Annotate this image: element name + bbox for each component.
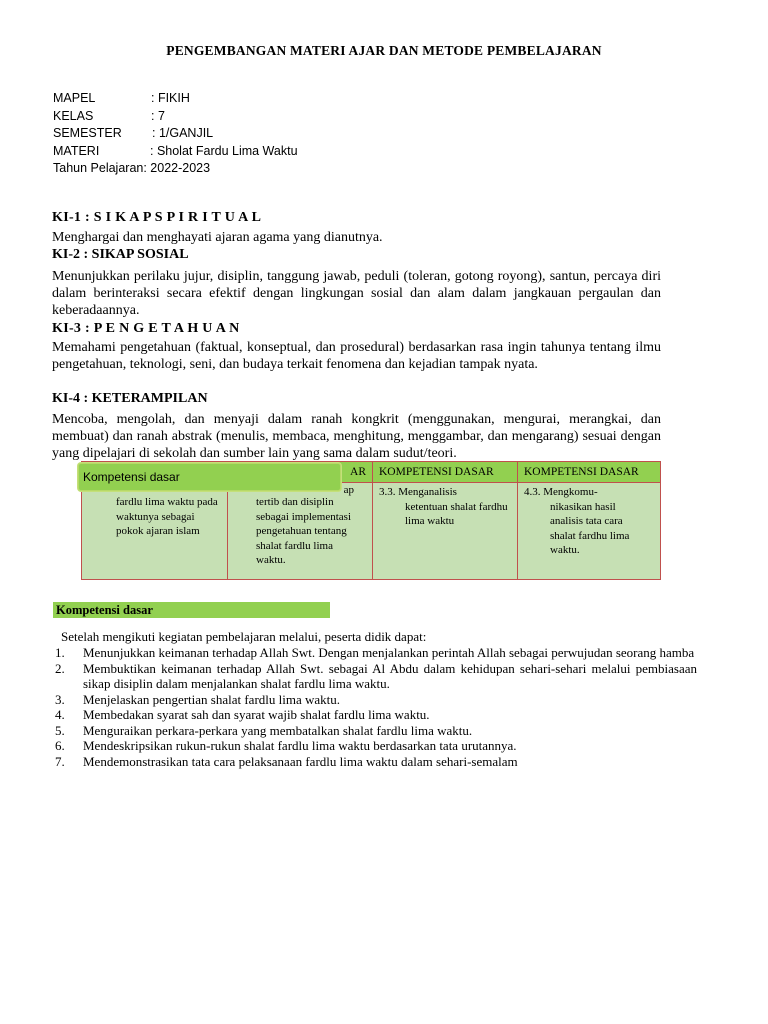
meta-value: : 2022-2023 <box>143 161 211 175</box>
ki4-heading: KI-4 : KETERAMPILAN <box>52 391 208 406</box>
cell-text: ketentuan shalat fardhu lima waktu <box>405 500 508 527</box>
cell-rest-wrap <box>522 500 656 558</box>
meta-value: : Sholat Fardu Lima Waktu <box>150 143 298 158</box>
table-cell <box>373 483 518 580</box>
meta-row-semester <box>53 125 298 143</box>
meta-value: : 1/GANJIL <box>152 126 214 140</box>
table-cell <box>518 483 661 580</box>
meta-key: Tahun Pelajaran <box>53 161 144 175</box>
meta-row-materi <box>53 143 298 161</box>
table-header-cell: KOMPETENSI DASAR <box>373 462 518 483</box>
kompetensi-dasar-overlay-box[interactable]: Kompetensi dasar <box>78 463 341 491</box>
list-text: Mendemonstrasikan tata cara pelaksanaan fardlu lima waktu dalam sehari-semalam <box>83 753 518 769</box>
cell-text: tertib dan disiplin sebagai implementasi pengetahuan tentang shalat fardlu lima waktu. <box>256 496 351 566</box>
ki3-heading: KI-3 : P E N G E T A H U A N <box>52 321 240 336</box>
table-row <box>82 483 661 580</box>
list-text: Menunjukkan keimanan terhadap Allah Swt. Dengan menjalankan perintah Allah sebagai perwujudan seorang hamba <box>83 645 695 660</box>
list-item <box>55 645 697 661</box>
cell-num: 4.3. Mengkomu- <box>524 486 598 498</box>
table-cell <box>82 483 228 580</box>
list-text: Menjelaskan pengertian shalat fardlu lima waktu. <box>83 691 341 707</box>
meta-key: SEMESTER <box>53 126 122 140</box>
list-number: 1. <box>55 645 65 660</box>
table-header-cell: AR <box>228 462 373 483</box>
meta-row-tahun <box>53 160 298 178</box>
cell-rest-wrap <box>377 500 513 529</box>
kompetensi-dasar-heading: Kompetensi dasar <box>53 602 330 618</box>
list-item <box>55 692 697 708</box>
meta-value: : 7 <box>151 108 165 123</box>
list-item <box>55 661 697 692</box>
meta-row-mapel <box>53 90 298 108</box>
cell-num: 3.3. Menganalisis <box>379 486 457 498</box>
list-text: Menguraikan perkara-perkara yang membatalkan shalat fardlu lima waktu. <box>83 722 473 738</box>
list-text: Membuktikan keimanan terhadap Allah Swt. sebagai Al Abdu dalam kehidupan sehari-sehari melalui pembiasaan sikap disiplin dalam menjalankan shalat fardlu lima waktu. <box>83 660 697 691</box>
list-item <box>55 754 697 770</box>
ki2-text: Menunjukkan perilaku jujur, disiplin, tanggung jawab, peduli (toleran, gotong royong), santun, percaya diri dalam berinteraksi secara efektif dengan lingkungan sosial dan alam dalam jangkauan pergaulan dan keberadaannya. <box>52 269 661 318</box>
learning-goals-list <box>55 645 697 769</box>
ki4-text: Mencoba, mengolah, dan menyaji dalam ranah kongkrit (menggunakan, mengurai, merangkai, dan membuat) dan ranah abstrak (menulis, membaca, menghitung, menggambar, dan mengarang) sesuai dengan yang dipelajari di sekolah dan sumber lain yang sama dalam sudut/teori. <box>52 412 661 461</box>
list-number: 7. <box>55 753 65 769</box>
cell-fragment: ap <box>343 484 354 496</box>
ki3-text: Memahami pengetahuan (faktual, konseptual, dan prosedural) berdasarkan rasa ingin tahunya tentang ilmu pengetahuan, teknologi, seni, dan budaya terkait fenomena dan kejadian tampak nyata. <box>52 340 661 372</box>
list-number: 2. <box>55 660 65 676</box>
table-header-cell: KOMPETENSI DASAR <box>518 462 661 483</box>
list-item <box>55 707 697 723</box>
meta-info <box>53 90 298 178</box>
ki1-text: Menghargai dan menghayati ajaran agama yang dianutnya. <box>52 230 383 245</box>
intro-text: Setelah mengikuti kegiatan pembelajaran melalui, peserta didik dapat: <box>61 629 427 644</box>
document-title: PENGEMBANGAN MATERI AJAR DAN METODE PEMBELAJARAN <box>166 43 602 58</box>
list-number: 5. <box>55 722 65 738</box>
list-item <box>55 723 697 739</box>
meta-key: MAPEL <box>53 91 96 105</box>
cell-text: fardlu lima waktu pada waktunya sebagai pokok ajaran islam <box>116 496 218 537</box>
list-text: Membedakan syarat sah dan syarat wajib shalat fardlu lima waktu. <box>83 707 430 722</box>
list-text: Mendeskripsikan rukun-rukun shalat fardlu lima waktu berdasarkan tata urutannya. <box>83 738 517 753</box>
list-number: 4. <box>55 707 65 722</box>
ki1-heading: KI-1 : S I K A P S P I R I T U A L <box>52 210 262 225</box>
meta-value: : FIKIH <box>151 91 190 105</box>
ki2-heading: KI-2 : SIKAP SOSIAL <box>52 247 189 262</box>
cell-text: nikasikan hasil analisis tata cara shalat fardhu lima waktu. <box>550 500 630 556</box>
list-number: 6. <box>55 738 65 753</box>
list-number: 3. <box>55 691 65 707</box>
meta-key: KELAS <box>53 108 94 123</box>
table-cell <box>228 483 373 580</box>
meta-row-kelas <box>53 108 298 126</box>
meta-key: MATERI <box>53 143 100 158</box>
list-item <box>55 738 697 754</box>
